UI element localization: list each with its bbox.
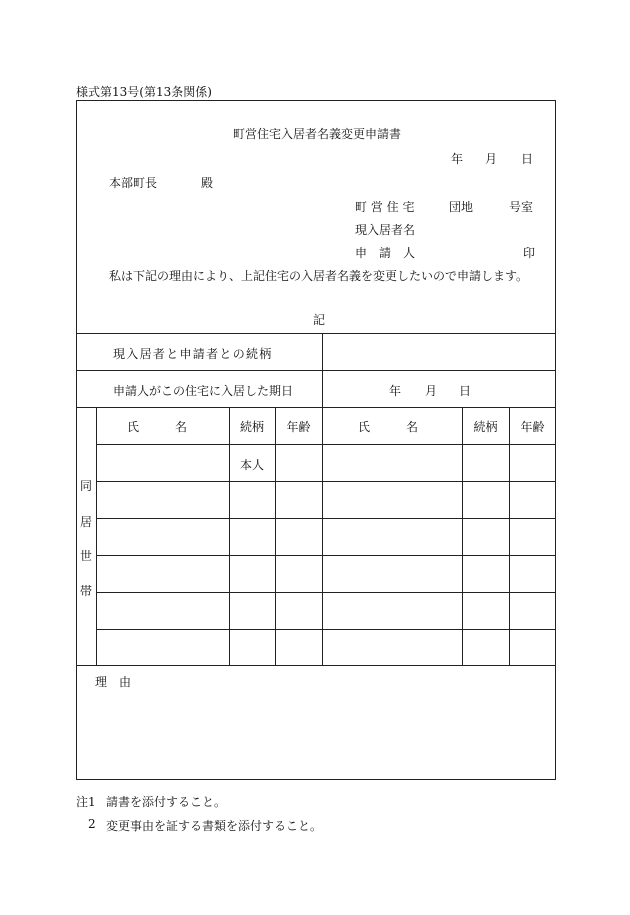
header-age-left: 年齢 [286, 420, 311, 434]
reason-label: 理 由 [95, 675, 132, 689]
addressee-name: 本部町長 [109, 176, 158, 190]
household-side-char-1: 同 [80, 479, 93, 493]
note1-number: 注1 [76, 795, 96, 809]
header-name-right: 氏 名 [358, 420, 419, 434]
housing-label: 町 営 住 宅 [355, 200, 415, 214]
current-resident-label: 現入居者名 [355, 223, 416, 237]
header-relation-left: 続柄 [239, 420, 264, 434]
applicant-label: 申 請 人 [355, 246, 416, 260]
date-day: 日 [521, 152, 534, 166]
ki-label: 記 [313, 313, 326, 327]
header-relation-right: 続柄 [473, 420, 498, 434]
form-title: 町営住宅入居者名義変更申請書 [233, 127, 402, 141]
movein-year: 年 [389, 384, 402, 398]
date-month: 月 [485, 152, 498, 166]
household-side-char-4: 帯 [80, 584, 93, 598]
date-year: 年 [451, 152, 464, 166]
form-number: 様式第13号(第13条関係) [76, 85, 212, 99]
movein-month: 月 [425, 384, 438, 398]
household-side-char-2: 居 [80, 515, 93, 529]
header-name-left: 氏 名 [127, 420, 188, 434]
room-label: 号室 [509, 200, 534, 214]
application-form [76, 100, 556, 780]
seal-mark: 印 [523, 246, 536, 260]
danchi-label: 団地 [449, 200, 474, 214]
relation-label: 現入居者と申請者との続柄 [113, 347, 273, 361]
statement-text: 私は下記の理由により、上記住宅の入居者名義を変更したいので申請します。 [109, 269, 529, 283]
header-age-right: 年齢 [520, 420, 545, 434]
note2-text: 変更事由を証する書類を添付すること。 [106, 819, 323, 833]
note1-text: 請書を添付すること。 [106, 795, 227, 809]
first-member-relation: 本人 [239, 458, 264, 472]
note2-number: 2 [88, 817, 96, 831]
movein-label: 申請人がこの住宅に入居した期日 [113, 384, 294, 398]
addressee-honorific: 殿 [201, 176, 214, 190]
household-side-char-3: 世 [80, 549, 93, 563]
movein-day: 日 [459, 384, 472, 398]
